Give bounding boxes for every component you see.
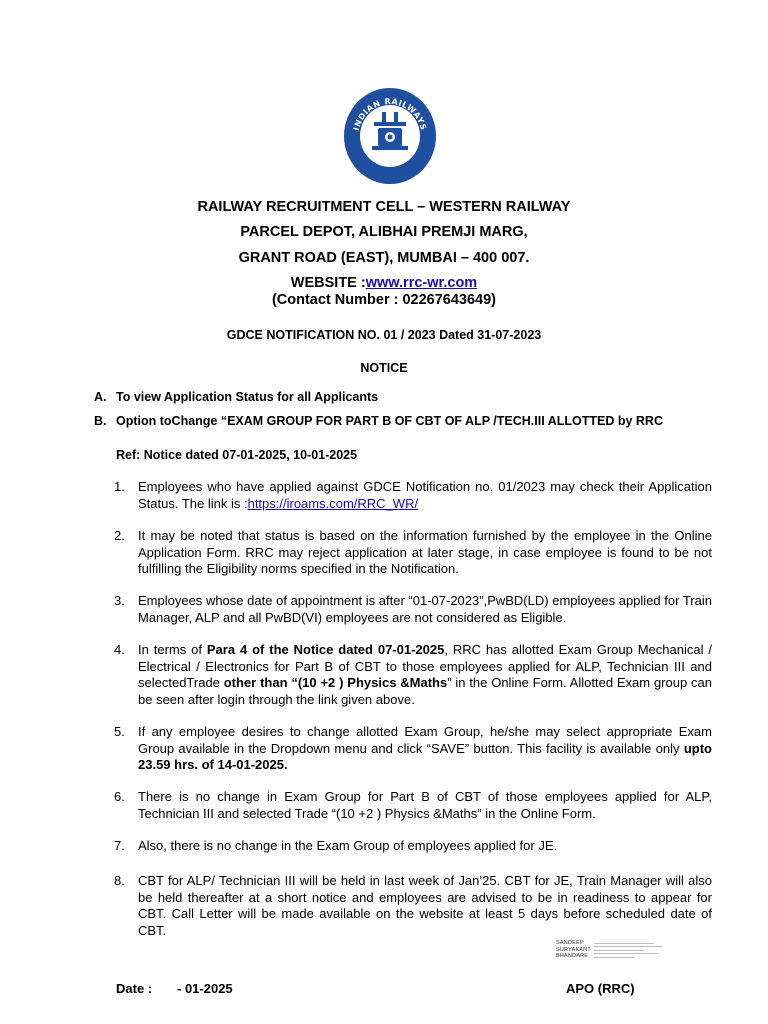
list-item-7: 7. Also, there is no change in the Exam Group of employees applied for JE.	[114, 838, 558, 853]
list-item-1: 1. Employees who have applied against GDCE Notification no. 01/2023 may check their Application Status. The link is :https://iroams.com/RRC_WR/	[114, 479, 712, 511]
website-label: WEBSITE :	[290, 275, 366, 291]
list-item-3: 3. Employees whose date of appointment is after “01-07-2023”,PwBD(LD) employees applied for Train Manager, ALP and all PwBD(VI) employees are not considered as Eligible.	[114, 593, 712, 625]
office-name: RAILWAY RECRUITMENT CELL – WESTERN RAILWAY	[197, 199, 571, 215]
indian-railways-logo	[342, 86, 438, 186]
contact-number: (Contact Number : 02267643649)	[271, 292, 497, 308]
list-item-2: 2. It may be noted that status is based on the information furnished by the employee in the Online Application Form. RRC may reject application at later stage, in case employee is found to be not fulfilling the Eligibility norms specified in the Notification.	[114, 528, 712, 576]
subject-b: B. Option toChange “EXAM GROUP FOR PART B OF CBT OF ALP /TECH.III ALLOTTED by RRC	[94, 414, 663, 428]
website-link[interactable]: www.rrc-wr.com	[365, 275, 478, 291]
office-address-line1: PARCEL DEPOT, ALIBHAI PREMJI MARG,	[240, 224, 528, 240]
list-item-4: 4. In terms of Para 4 of the Notice dated 07-01-2025, RRC has allotted Exam Group Mechanical / Electrical / Electronics for Part B of CBT to those employees applied for ALP, Technician III and selectedTrade other than “(10 +2 ) Physics &Maths” in the Online Form. Allotted Exam group can be seen after login through the link given above.	[114, 642, 712, 707]
date-label: Date :	[116, 981, 153, 996]
signature-stamp-lines	[594, 940, 664, 960]
list-item-6: 6. There is no change in Exam Group for Part B of CBT of those employees applied for ALP, Technician III and selected Trade “(10 +2 ) Physics &Maths” in the Online Form.	[114, 789, 712, 821]
reference-line: Ref: Notice dated 07-01-2025, 10-01-2025	[116, 448, 358, 462]
office-address-line2: GRANT ROAD (EAST), MUMBAI – 400 007.	[238, 250, 530, 266]
notification-number: GDCE NOTIFICATION NO. 01 / 2023 Dated 31-07-2023	[226, 328, 542, 342]
list-item-8: 8. CBT for ALP/ Technician III will be held in last week of Jan’25. CBT for JE, Train Manager will also be held thereafter at a short notice and employees are advised to be in readiness to appear for CBT. Call Letter will be made available on the website at least 5 days before scheduled date of CBT.	[114, 873, 712, 938]
list-item-5: 5. If any employee desires to change allotted Exam Group, he/she may select appropriate Exam Group available in the Dropdown menu and click “SAVE” button. This facility is available only upto 23.59 hrs. of 14-01-2025.	[114, 724, 712, 772]
application-status-link[interactable]: https://iroams.com/RRC_WR/	[247, 495, 419, 511]
digital-signature: SANDEEP SURYAKANT BHANDARE	[556, 940, 666, 968]
date-value: - 01-2025	[177, 981, 233, 996]
svg-text:INDIAN RAILWAYS: INDIAN RAILWAYS	[351, 96, 429, 132]
subject-a: A. To view Application Status for all Applicants	[94, 390, 379, 404]
notice-title: NOTICE	[360, 361, 408, 375]
designation: APO (RRC)	[566, 981, 635, 996]
website-line	[0, 275, 768, 291]
